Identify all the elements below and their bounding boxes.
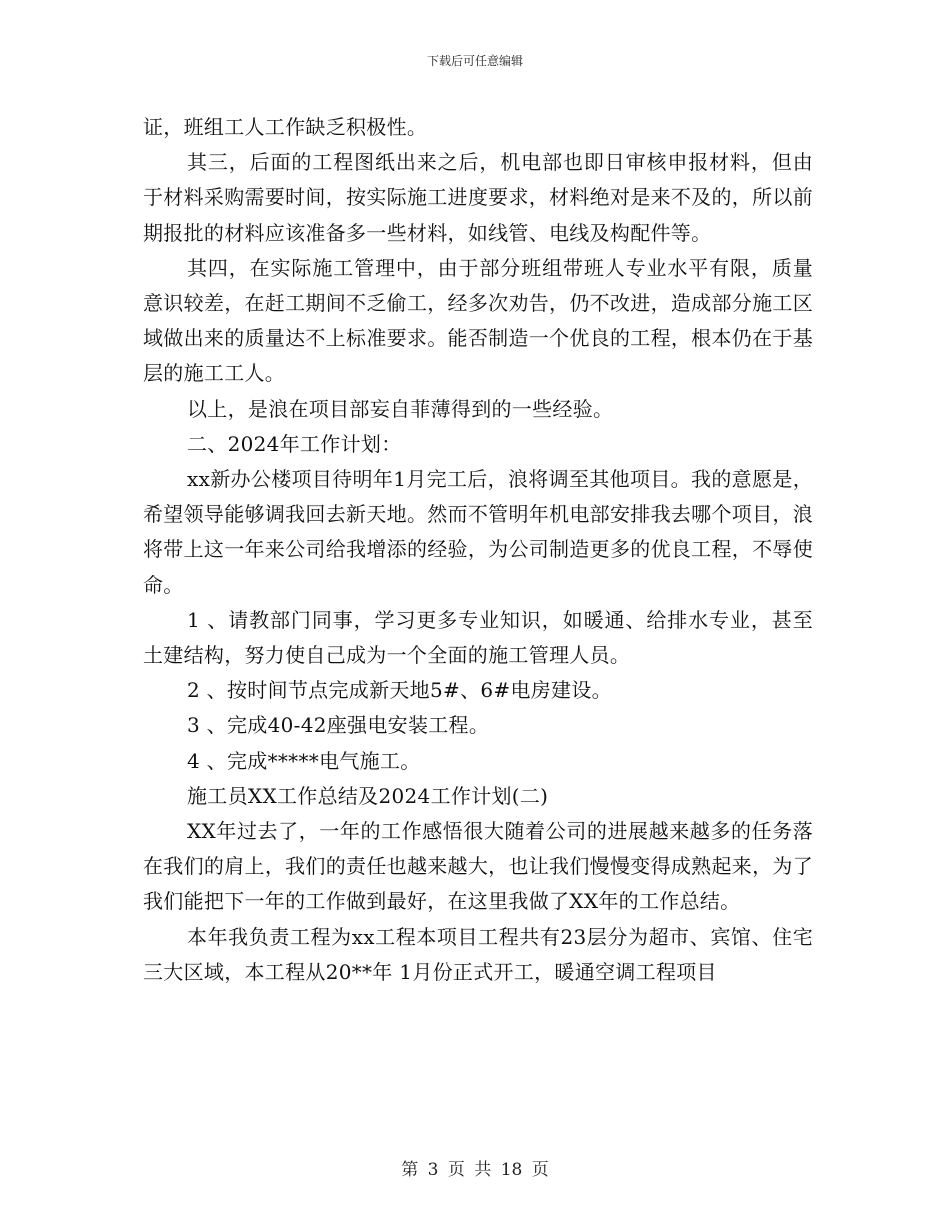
section-title: 施工员XX工作总结及2024工作计划(二) [187,783,549,808]
list-item: 2 、按时间节点完成新天地5#、6#电房建设。 [187,678,612,703]
paragraph: XX年过去了，一年的工作感悟很大随着公司的进展越来越多的任务落在我们的肩上，我们的责任也越来越大，也让我们慢慢变得成熟起来，为了我们能把下一年的工作做到最好，在这里我做了XX年的工作总结。 [143,819,813,914]
paragraph: xx新办公楼项目待明年1月完工后，浪将调至其他项目。我的意愿是，希望领导能够调我回去新天地。然而不管明年机电部安排我去哪个项目，浪将带上这一年来公司给我增添的经验，为公司制造更多的优良工程，不辱使命。 [143,467,813,597]
section-heading: 二、2024年工作计划： [187,431,402,456]
page-footer: 第 3 页 共 18 页 [401,1160,549,1180]
document-body [143,110,813,990]
list-item: 1 、请教部门同事，学习更多专业知识，如暖通、给排水专业，甚至土建结构，努力使自己成为一个全面的施工管理人员。 [143,607,813,668]
paragraph: 其四，在实际施工管理中，由于部分班组带班人专业水平有限，质量意识较差，在赶工期间不乏偷工，经多次劝告，仍不改进，造成部分施工区域做出来的质量达不上标准要求。能否制造一个优良的工程，根本仍在于基层的施工工人。 [143,255,813,386]
list-item: 3 、完成40-42座强电安装工程。 [187,713,490,738]
paragraph: 其三，后面的工程图纸出来之后，机电部也即日审核申报材料，但由于材料采购需要时间，按实际施工进度要求，材料绝对是来不及的，所以前期报批的材料应该准备多一些材料，如线管、电线及构配件等。 [143,150,813,245]
paragraph: 以上，是浪在项目部妄自菲薄得到的一些经验。 [187,396,614,421]
page-header: 下载后可任意编辑 [426,54,523,68]
paragraph: 本年我负责工程为xx工程本项目工程共有23层分为超市、宾馆、住宅三大区域，本工程从20**年 1月份正式开工，暖通空调工程项目 [143,924,813,984]
list-item: 4 、完成*****电气施工。 [187,748,421,773]
paragraph: 证，班组工人工作缺乏积极性。 [143,115,428,139]
